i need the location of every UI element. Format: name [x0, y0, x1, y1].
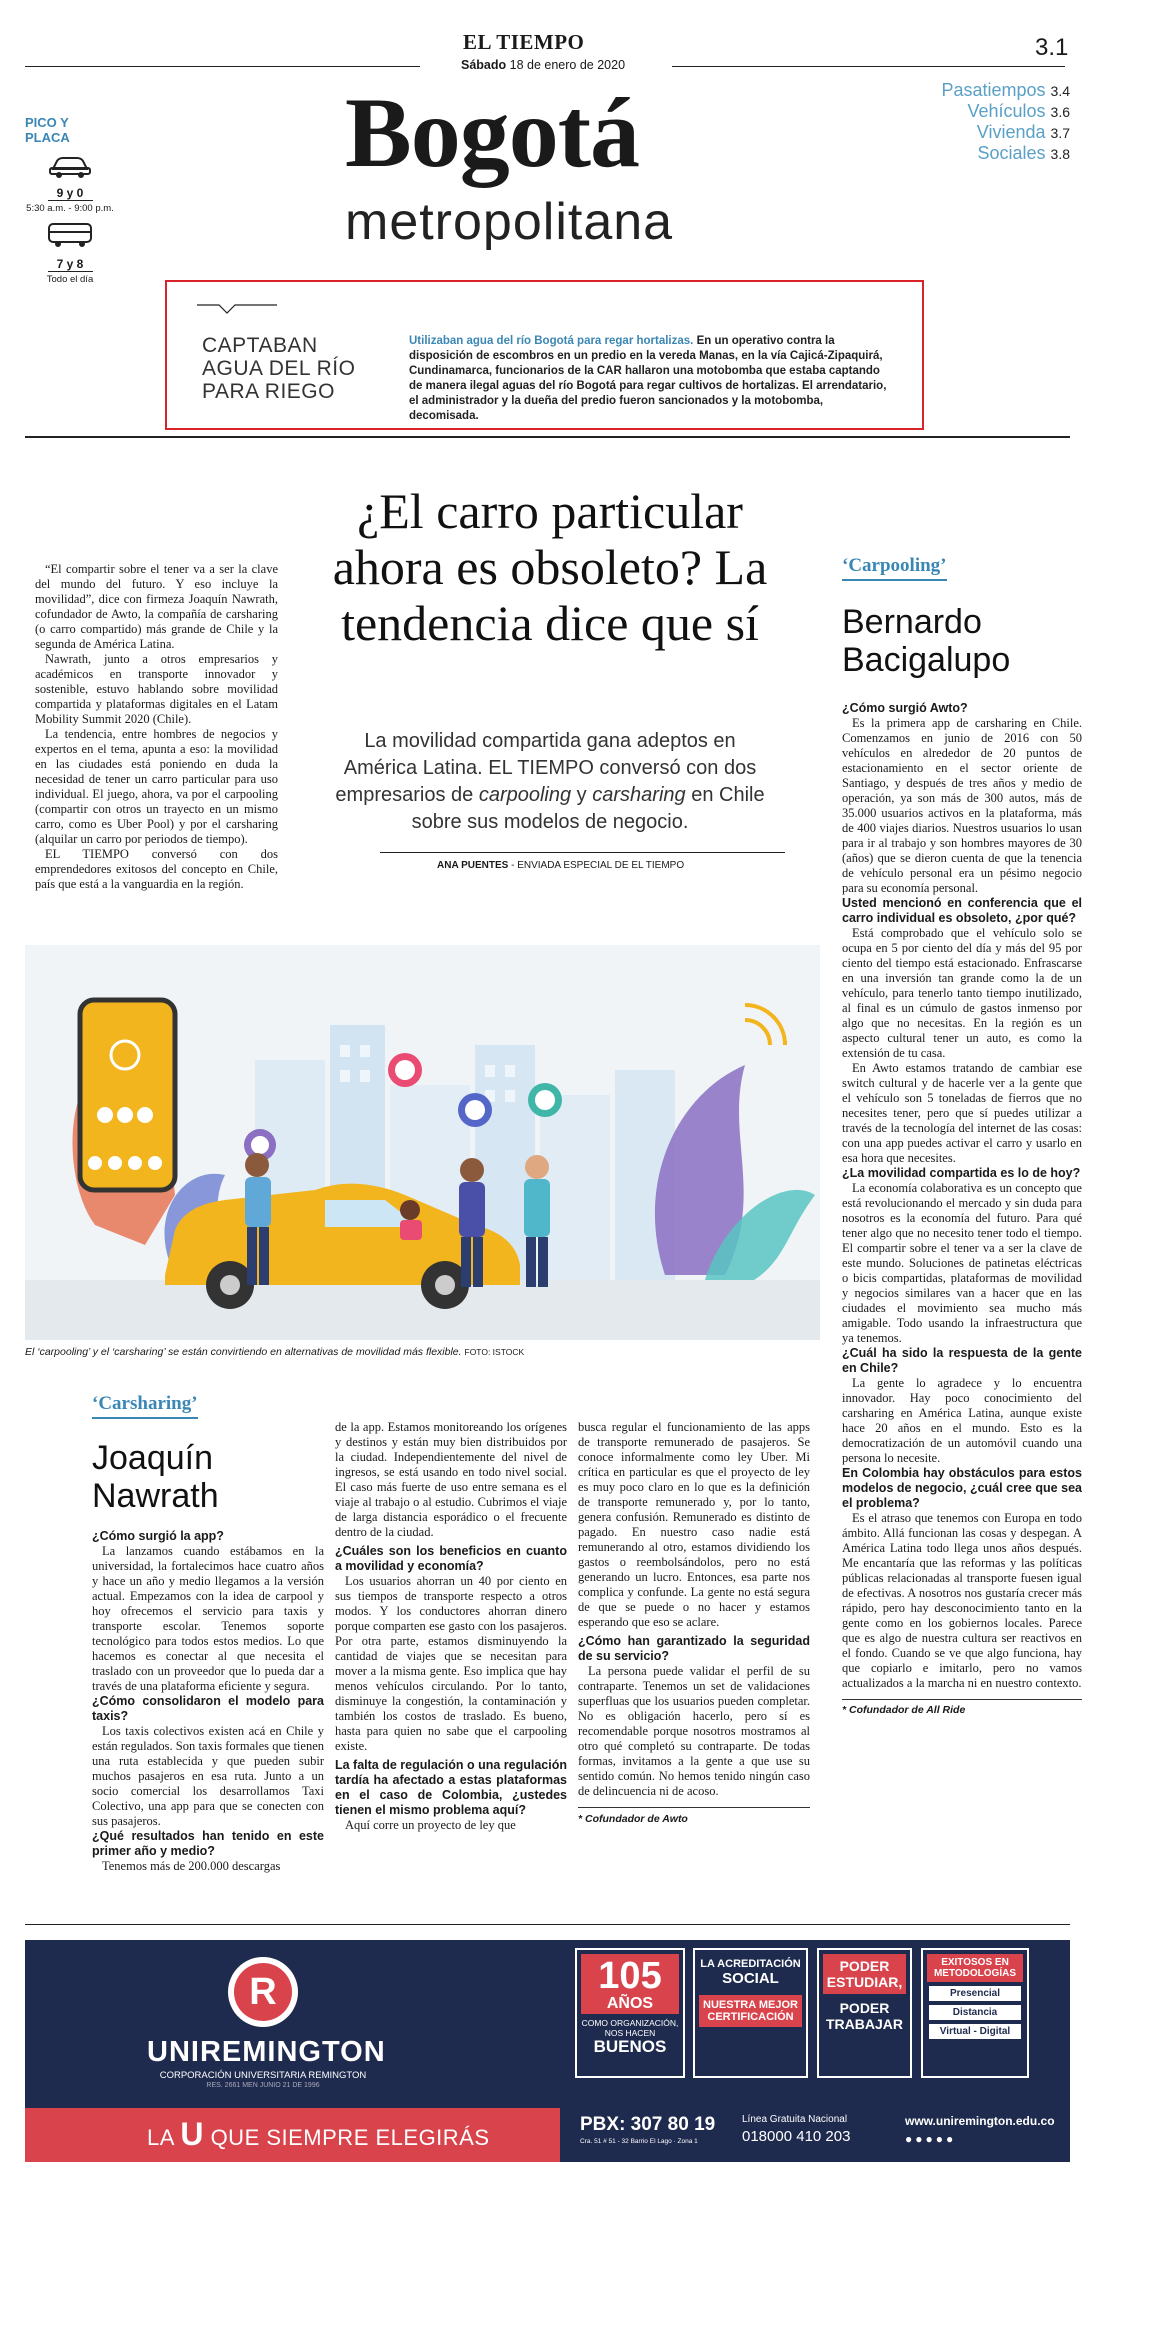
- footnote: * Cofundador de All Ride: [842, 1704, 966, 1716]
- years-word: AÑOS: [606, 1995, 654, 2012]
- section-rule: [25, 436, 1070, 438]
- method-item: Presencial: [929, 1986, 1021, 2001]
- youtube-icon[interactable]: ●: [935, 2132, 946, 2146]
- question: ¿La movilidad compartida es lo de hoy?: [842, 1166, 1081, 1180]
- interviewee-name: Joaquín Nawrath: [92, 1439, 219, 1515]
- answer: La persona puede validar el perfil de su contraparte. Tenemos un set de validaciones superfluas que los usuarios pueden completar. No es obligación hacerlo, pero sí es recomendable porque nosotros mostramos al otro qué completó su contraparte. De todas formas, invitamos a la gente a que use su sentido común. No hemos tenido ningún caso de delincuencia ni de acoso.: [578, 1664, 810, 1798]
- photo-caption: El ‘carpooling’ y el ‘carsharing’ se están convirtiendo en alternativas de movilidad más flexible. FOTO: ISTOCK: [25, 1346, 525, 1358]
- answer: En Awto estamos tratando de cambiar ese switch cultural y de hacerle ver a la gente que el vehículo son 5 toneladas de fierros que no necesites tener, pero que sí puedes utilizar a través de la tecnología del internet de las cosas: con una app puedes activar el carro y usarlo en esa hora que necesites.: [842, 1061, 1082, 1165]
- free-line-number: 018000 410 203: [742, 2128, 851, 2145]
- carpool-illustration: [25, 945, 820, 1340]
- question: ¿Cómo surgió la app?: [92, 1529, 224, 1543]
- main-deck: La movilidad compartida gana adeptos en América Latina. EL TIEMPO conversó con dos empresarios de carpooling y carsharing en Chile sobre sus modelos de negocio.: [335, 730, 765, 833]
- taxi-icon: [45, 220, 95, 250]
- poder-line: TRABAJAR: [826, 2016, 903, 2032]
- accred-line: NUESTRA MEJOR: [703, 1999, 798, 2011]
- answer: La lanzamos cuando estábamos en la universidad, la fortalecimos hace cuatro años y hace un año y medio llegamos a la versión actual. Empezamos con la idea de carpool y hoy ofrecemos el servicio para taxis y transporte escolar. Tenemos soporte tecnológico para todos estos medios. Lo que hacemos es conectar al que necesita el traslado con un proveedor que lo pueda dar a través de una plataforma eficiente y segura.: [92, 1544, 324, 1693]
- years-tag: BUENOS: [593, 2037, 667, 2056]
- pico-placa-title: PICO Y PLACA: [25, 115, 70, 145]
- interviewee-name: Bernardo Bacigalupo: [842, 603, 1011, 679]
- brief-marker-icon: [197, 302, 277, 316]
- contact-bar: [560, 2108, 1070, 2162]
- index-item[interactable]: Pasatiempos 3.4: [941, 80, 1070, 100]
- answer: Es el atraso que tenemos con Europa en todo ámbito. Allá funcionan las cosas y despegan. A América Latina todo llega unos años después. Me encantaría que las reformas y las políticas públicas relacionadas al transporte fuesen igual de efectivas. A nosotros nos gustaría crecer más rápido, pero hay desconocimiento tanto en la gente como en los gobiernos locales. Parece que es algo de nuestra cultura ser reactivos en el fondo. Cuando se ve que algo funciona, hay que copiarlo e imitarlo, pero no vamos actualizados a la marcha ni en nuestro contexto.: [842, 1511, 1082, 1690]
- uniremington-logo-icon: [225, 1954, 301, 2030]
- kicker-carpooling: ‘Carpooling’: [842, 555, 947, 581]
- question: La falta de regulación o una regulación tardía ha afectado a estas plataformas en el caso de Colombia, ¿ustedes tienen el mismo problema aquí?: [335, 1758, 567, 1817]
- question: ¿Cuál ha sido la respuesta de la gente en Chile?: [842, 1346, 1082, 1375]
- methods-line: METODOLOGÍAS: [933, 1968, 1017, 1979]
- index-item[interactable]: Vivienda 3.7: [976, 122, 1070, 142]
- accred-line: CERTIFICACIÓN: [707, 2011, 794, 2023]
- methods-badge: [921, 1948, 1029, 2078]
- footnote: * Cofundador de Awto: [578, 1813, 688, 1825]
- slogan: LA U QUE SIEMPRE ELEGIRÁS: [147, 2116, 490, 2152]
- answer: La gente lo agradece y lo encuentra innovador. Hay poco conocimiento del carsharing en América Latina, aunque existe hace 20 años en el mundo. Esto es la democratización de un automóvil cuando una persona lo necesite.: [842, 1376, 1082, 1465]
- index-item[interactable]: Vehículos 3.6: [967, 101, 1070, 121]
- car-hours: 5:30 a.m. - 9:00 p.m.: [26, 203, 114, 214]
- page-number: 3.1: [1035, 34, 1069, 61]
- address: Cra. 51 # 51 - 32 Barrio El Lago · Zona 1: [580, 2138, 698, 2145]
- byline-rule: [380, 852, 785, 853]
- pico-placa-box: [25, 115, 115, 285]
- masthead-rule-left: [25, 66, 420, 67]
- social-icons: [905, 2132, 956, 2146]
- intro-column: [35, 562, 278, 892]
- brief-lead: Utilizaban agua del río Bogotá para regar hortalizas.: [409, 335, 694, 347]
- intro-paragraph: EL TIEMPO conversó con dos emprendedores exitosos del concepto en Chile, país que está a la vanguardia en la región.: [35, 847, 278, 891]
- main-illustration: [25, 945, 820, 1340]
- main-headline: ¿El carro particular ahora es obsoleto? La tendencia dice que sí: [332, 483, 768, 651]
- brief-box: [165, 280, 924, 430]
- methods-line: EXITOSOS EN: [941, 1957, 1009, 1968]
- answer: Tenemos más de 200.000 descargas: [102, 1859, 281, 1873]
- pbx: PBX: 307 80 19: [580, 2114, 716, 2135]
- kicker-carsharing: ‘Carsharing’: [92, 1393, 198, 1419]
- issue-date: Sábado 18 de enero de 2020: [461, 58, 626, 72]
- intro-paragraph: La tendencia, entre hombres de negocios y expertos en el tema, apunta a eso: la movilidad en las ciudades está poniendo en duda la necesidad de tener un carro particular para uso individual. El juego, ahora, va por el carpooling (compartir con otros un trayecto en un mismo carro, como es Uber Pool) y por el carsharing (alquilar un carro por periodos de tiempo).: [35, 727, 278, 846]
- svg-text:R: R: [249, 1971, 277, 2013]
- accreditation-badge: [693, 1948, 808, 2078]
- taxi-hours: Todo el día: [46, 274, 94, 285]
- car-icon: [47, 153, 93, 179]
- facebook-icon[interactable]: ●: [905, 2132, 916, 2146]
- brief-headline: CAPTABAN AGUA DEL RÍO PARA RIEGO: [202, 334, 356, 403]
- twitter-icon[interactable]: ●: [915, 2132, 926, 2146]
- answer: de la app. Estamos monitoreando los orígenes y destinos y están muy bien distribuidos por la ciudad. Independientemente del nivel de ingresos, se está usando en todo nivel social. El caso más fuerte de uso entre semana es el viaje al trabajo o al estudio. Cubrimos el viaje de larga distancia esporádico o el frecuente dentro de la ciudad.: [335, 1420, 567, 1539]
- poder-line: ESTUDIAR,: [826, 1974, 903, 1990]
- section-index: [890, 80, 1070, 164]
- answer: Los usuarios ahorran un 40 por ciento en sus tiempos de transporte respecto a otros modos. Y los conductores ahorran dinero porque comparten ese gasto con los pasajeros. Por otra parte, estamos disminuyendo la cantidad de viajes que se necesitan para mover a la misma gente. Eso implica que hay menos vehículos circulando. Por lo tanto, disminuye la congestión, la contaminación y también los costos de traslado. Es bueno, hasta para quien no sabe que el carpooling existe.: [335, 1574, 567, 1753]
- intro-paragraph: Nawrath, junto a otros empresarios y académicos en transporte innovador y sostenible, estuvo hablando sobre movilidad compartida y plataformas digitales en el Latam Mobility Summit 2020 (Chile).: [35, 652, 278, 726]
- question: ¿Cómo consolidaron el modelo para taxis?: [92, 1694, 324, 1723]
- left-interview-col1: [92, 1393, 324, 1874]
- section-title: Bogotá: [345, 77, 639, 188]
- question: Usted mencionó en conferencia que el carro individual es obsoleto, ¿por qué?: [842, 896, 1082, 925]
- years-tag: NOS HACEN: [604, 2028, 656, 2038]
- masthead: [0, 0, 1150, 285]
- brand-name: UNIREMINGTON: [147, 2036, 386, 2068]
- instagram-icon[interactable]: ●: [925, 2132, 936, 2146]
- ad-rule: [25, 1924, 1070, 1925]
- page-number-rule: [1020, 66, 1065, 67]
- index-item[interactable]: Sociales 3.8: [977, 143, 1070, 163]
- left-interview-col2: [335, 1420, 567, 1833]
- poder-badge: [817, 1948, 912, 2078]
- intro-paragraph: “El compartir sobre el tener va a ser la clave del mundo del futuro. Y eso incluye la movilidad”, dice con firmeza Joaquín Nawrath, cofundador de Awto, la compañía de carsharing (o carro compartido) más grande de Chile y la segunda de América Latina.: [35, 562, 278, 651]
- method-item: Distancia: [929, 2005, 1021, 2020]
- answer: busca regular el funcionamiento de las apps de transporte remunerado de pasajeros. Se conoce informalmente como ley Uber. Mi crítica en particular es que el proyecto de ley es muy poco claro en lo que es la definición de transporte remunerado y, por lo tanto, genera confusión. Remunerado es distinto de pagado. En nuestro caso nadie está remunerando al otro, estamos dividiendo los gastos o reembolsándolos, pero no está generando un lucro. Entonces, esa parte nos complica y confunde. La gente no está segura de que se puede o no hacer y estamos esperando que eso se aclare.: [578, 1420, 810, 1629]
- years-number: 105: [598, 1955, 662, 1997]
- years-tag: COMO ORGANIZACIÓN,: [581, 2018, 679, 2028]
- masthead-rule-right: [672, 66, 1062, 67]
- question: ¿Cómo surgió Awto?: [842, 701, 968, 715]
- byline: ANA PUENTES - ENVIADA ESPECIAL DE EL TIEMPO: [437, 860, 685, 871]
- answer: Aquí corre un proyecto de ley que: [345, 1818, 516, 1832]
- brief-text: [409, 334, 894, 424]
- question: ¿Cuáles son los beneficios en cuanto a movilidad y economía?: [335, 1544, 567, 1573]
- answer: Es la primera app de carsharing en Chile. Comenzamos en junio de 2016 con 50 vehículos en alrededor de 20 puntos de estacionamiento en el sector oriente de Santiago, y después de tres años y medio de operación, ya son más de 300 autos, más de 35.000 usuarios activos en la plataforma, más de 400 viajes diarios. Nuestros usuarios lo usan para ir al trabajo y son hombres mayores de 30 (años) que se dieron cuenta de que la tenencia de vehículo personal era un pésimo negocio para su economía personal.: [842, 716, 1082, 895]
- poder-line: PODER: [839, 2000, 890, 2016]
- right-interview: [842, 555, 1082, 1716]
- taxi-plates: 7 y 8: [48, 257, 93, 272]
- question: ¿Qué resultados han tenido en este primer año y medio?: [92, 1829, 324, 1858]
- question: ¿Cómo han garantizado la seguridad de su servicio?: [578, 1634, 810, 1663]
- brief-body: En un operativo contra la disposición de escombros en un predio en la vereda Manas, en la vía Cajicá-Zipaquirá, Cundinamarca, funcionarios de la CAR hallaron una motobomba que estaba captando de manera ilegal aguas del río Bogotá para regar cultivos de hortalizas. El arrendatario, el administrador y la dueña del predio fueron sancionados y la motobomba, decomisada.: [409, 335, 887, 422]
- uniremington-ad[interactable]: [25, 1940, 1070, 2162]
- linkedin-icon[interactable]: ●: [946, 2132, 957, 2146]
- question: En Colombia hay obstáculos para estos modelos de negocio, ¿cuál cree que sea el problema?: [842, 1466, 1082, 1510]
- brand-subtitle: CORPORACIÓN UNIVERSITARIA REMINGTON: [159, 2070, 367, 2081]
- newspaper-name: EL TIEMPO: [463, 30, 585, 54]
- free-line-label: Línea Gratuita Nacional: [742, 2114, 848, 2125]
- accred-line: LA ACREDITACIÓN: [700, 1958, 801, 1970]
- accred-line: SOCIAL: [722, 1970, 779, 1987]
- brand-fine: RES. 2661 MEN JUNIO 21 DE 1996: [206, 2082, 320, 2089]
- answer: La economía colaborativa es un concepto que está revolucionando el mercado y sin duda para nosotros es la economía del futuro. Para qué tener algo que no necesito tener todo el tiempo. El compartir sobre el tener va a ser la clave de este mundo. Soluciones de patinetas eléctricas o bicis compartidas, plataformas de movilidad y negocios similares van a hacer que en las ciudades el movimiento sea mucho más amigable. Todo usando la infraestructura que ya tenemos.: [842, 1181, 1082, 1345]
- method-item: Virtual - Digital: [929, 2024, 1021, 2039]
- section-subtitle: metropolitana: [345, 193, 674, 251]
- poder-line: PODER: [839, 1958, 890, 1974]
- car-plates: 9 y 0: [48, 186, 93, 201]
- years-badge: [575, 1948, 685, 2078]
- website[interactable]: www.uniremington.edu.co: [905, 2114, 1055, 2128]
- left-interview-col3: [578, 1420, 810, 1827]
- answer: Los taxis colectivos existen acá en Chile y están regulados. Son taxis formales que tienen una ruta establecida y que pueden subir muchos pasajeros en esa ruta. Junto a un socio comercial los desarrollamos Taxi Colectivo, una app para que se conecten con sus pasajeros.: [92, 1724, 324, 1828]
- answer: Está comprobado que el vehículo solo se ocupa en 5 por ciento del día y más del 95 por ciento del tiempo está estacionado. Enfrascarse en una inversión tan grande como la de un vehículo, para tenerlo tanto tiempo inutilizado, al final es un cúmulo de gastos inmenso por algo que no necesitas. En la región es un aspecto cultural tener un auto, es como la extensión de tu casa.: [842, 926, 1082, 1060]
